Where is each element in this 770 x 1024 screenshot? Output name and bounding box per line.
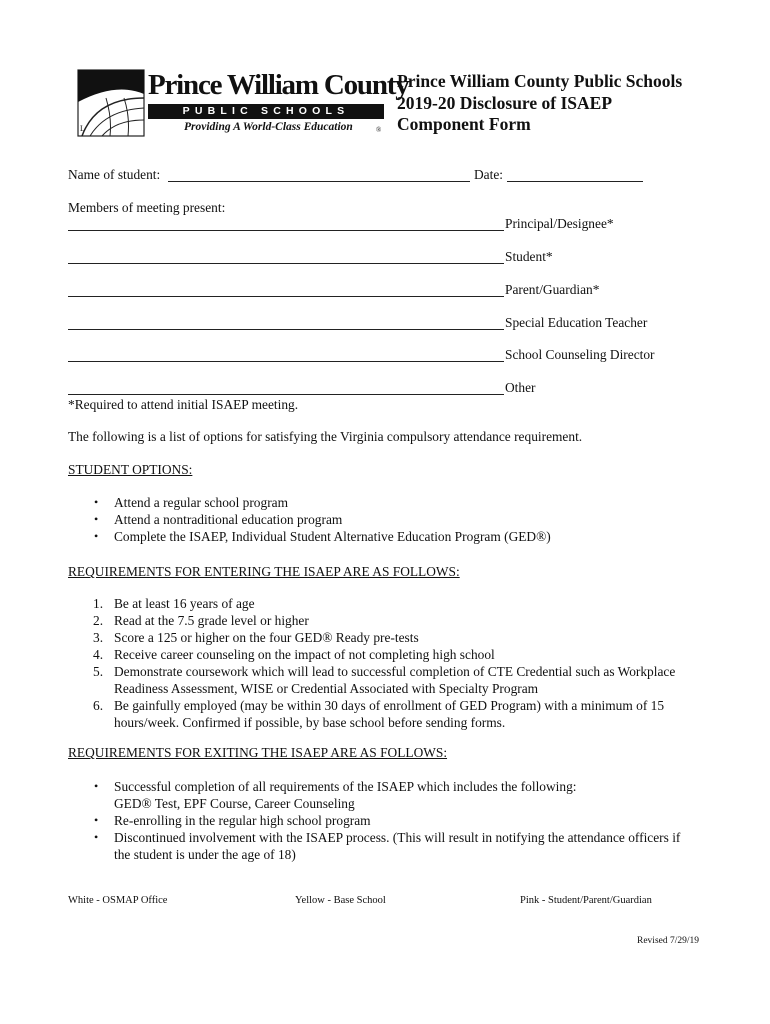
list-item: • Complete the ISAEP, Individual Student Alternative Education Program (GED®) bbox=[68, 528, 551, 545]
member-role-label: Other bbox=[505, 380, 536, 395]
student-options-heading: STUDENT OPTIONS: bbox=[68, 462, 193, 477]
member-role-label: Student* bbox=[505, 249, 553, 264]
date-field[interactable] bbox=[507, 181, 643, 182]
member-role-label: Parent/Guardian* bbox=[505, 282, 600, 297]
date-label: Date: bbox=[474, 167, 503, 182]
student-name-field[interactable] bbox=[168, 181, 470, 182]
list-item: • Attend a regular school program bbox=[68, 494, 551, 511]
copy-distribution-white: White - OSMAP Office bbox=[68, 895, 168, 906]
member-signature-line[interactable] bbox=[68, 394, 504, 395]
title-line-1: Prince William County Public Schools bbox=[397, 71, 683, 91]
entering-list bbox=[68, 595, 675, 731]
title-line-3: Component Form bbox=[397, 114, 531, 134]
logo-tagline: Providing A World-Class Education bbox=[184, 121, 353, 133]
member-role-label: School Counseling Director bbox=[505, 347, 655, 362]
required-note: *Required to attend initial ISAEP meeting. bbox=[68, 397, 299, 412]
list-item: • Successful completion of all requirements of the ISAEP which includes the following: GED® Test, EPF Course, Career Counseling bbox=[68, 778, 680, 812]
district-logo bbox=[76, 68, 409, 140]
intro-text: The following is a list of options for satisfying the Virginia compulsory attendance requirement. bbox=[68, 429, 583, 444]
member-role-label: Principal/Designee* bbox=[505, 216, 614, 231]
logo-corner-mark: L bbox=[80, 124, 85, 133]
exiting-heading: REQUIREMENTS FOR EXITING THE ISAEP ARE AS FOLLOWS: bbox=[68, 745, 448, 760]
member-role-label: Special Education Teacher bbox=[505, 315, 648, 330]
list-item: 4. Receive career counseling on the impact of not completing high school bbox=[93, 647, 495, 662]
member-signature-line[interactable] bbox=[68, 296, 504, 297]
list-item: 2. Read at the 7.5 grade level or higher bbox=[93, 613, 309, 628]
globe-emblem-icon bbox=[76, 68, 146, 138]
members-heading: Members of meeting present: bbox=[68, 200, 226, 215]
member-signature-line[interactable] bbox=[68, 361, 504, 362]
list-item: 1. Be at least 16 years of age bbox=[93, 596, 255, 611]
title-line-2: 2019-20 Disclosure of ISAEP bbox=[397, 92, 613, 113]
member-signature-line[interactable] bbox=[68, 230, 504, 231]
list-item: • Discontinued involvement with the ISAEP process. (This will result in notifying the attendance officers if the student is under the age of 18) bbox=[68, 829, 680, 863]
copy-distribution-pink: Pink - Student/Parent/Guardian bbox=[520, 895, 652, 906]
member-signature-line[interactable] bbox=[68, 263, 504, 264]
student-name-label: Name of student: bbox=[68, 167, 161, 182]
student-options-list bbox=[68, 494, 551, 545]
copy-distribution-yellow: Yellow - Base School bbox=[295, 895, 386, 906]
logo-bar: PUBLIC SCHOOLS bbox=[148, 104, 384, 119]
entering-heading: REQUIREMENTS FOR ENTERING THE ISAEP ARE AS FOLLOWS: bbox=[68, 564, 460, 579]
logo-name: Prince William County bbox=[148, 69, 409, 101]
logo-registered-mark: ® bbox=[376, 126, 382, 134]
list-item: 5. Demonstrate coursework which will lead to successful completion of CTE Credential such as Workplace Readiness Assessment, WISE or Credential Associated with Specialty Program bbox=[93, 664, 676, 696]
revised-date: Revised 7/29/19 bbox=[637, 936, 700, 946]
exiting-list bbox=[68, 778, 680, 863]
list-item: • Re-enrolling in the regular high school program bbox=[68, 812, 680, 829]
member-signature-line[interactable] bbox=[68, 329, 504, 330]
list-item: 3. Score a 125 or higher on the four GED® Ready pre-tests bbox=[93, 630, 419, 645]
form-title bbox=[397, 71, 682, 136]
list-item: 6. Be gainfully employed (may be within 30 days of enrollment of GED Program) with a minimum of 15 hours/week. Confirmed if possible, by base school before sending forms. bbox=[93, 698, 665, 730]
list-item: • Attend a nontraditional education program bbox=[68, 511, 551, 528]
